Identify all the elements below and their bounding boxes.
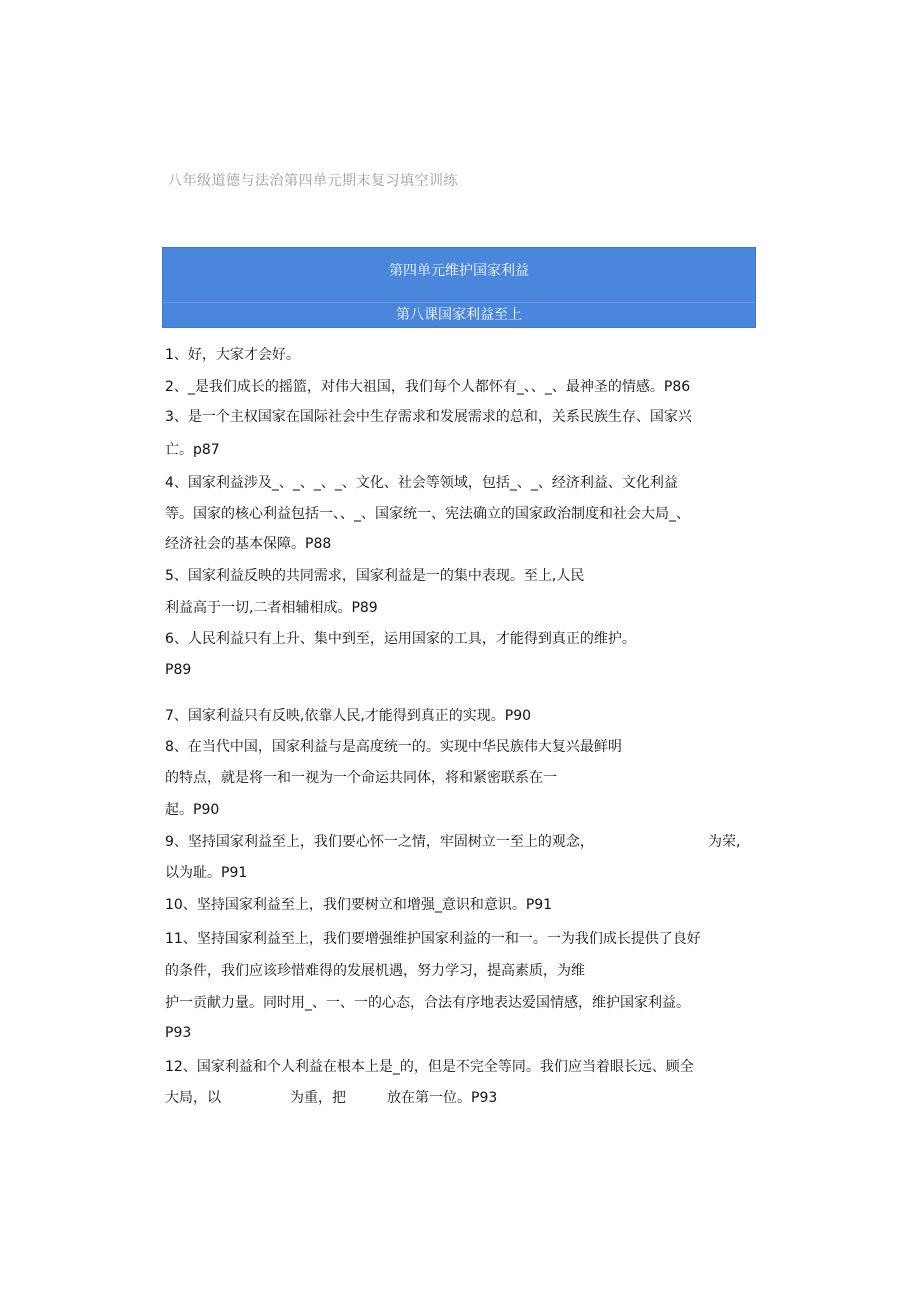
lesson-heading: 第八课国家利益至上 [396, 307, 522, 323]
text-line: 等。国家的核心利益包括一、、_、国家统一、宪法确立的国家政治制度和社会大局_、 [165, 506, 690, 522]
text-line: 7、国家利益只有反映,依靠人民,才能得到真正的实现。P90 [165, 708, 532, 724]
text-line: 以为耻。P91 [165, 865, 248, 881]
document-title: 八年级道德与法治第四单元期末复习填空训练 [168, 173, 458, 189]
text-line: 10、坚持国家利益至上，我们要树立和增强_意识和意识。P91 [165, 897, 553, 913]
unit-heading: 第四单元维护国家利益 [389, 263, 529, 279]
text-line: 放在第一位。P93 [387, 1090, 498, 1106]
text-line: 起。P90 [165, 802, 220, 818]
text-line: 大局，以 [165, 1090, 221, 1106]
text-line: 为荣, [708, 834, 741, 850]
text-line: 4、国家利益涉及_、_、_、_、文化、社会等领域，包括_、_、经济利益、文化利益 [165, 475, 678, 491]
text-line: 经济社会的基本保障。P88 [165, 536, 332, 552]
banner-divider [163, 302, 755, 303]
text-line: 9、坚持国家利益至上，我们要心怀一之情，牢固树立一至上的观念， [165, 834, 594, 850]
text-line: 2、_是我们成长的摇篮，对伟大祖国，我们每个人都怀有_、、_、最神圣的情感。P86 [165, 379, 691, 395]
text-line: 12、国家利益和个人利益在根本上是_的，但是不完全等同。我们应当着眼长远、顾全 [165, 1059, 694, 1075]
text-line: 3、是一个主权国家在国际社会中生存需求和发展需求的总和，关系民族生存、国家兴 [165, 409, 692, 425]
text-line: 1、好，大家才会好。 [165, 347, 300, 363]
text-line: P93 [165, 1025, 192, 1041]
text-line: 的特点，就是将一和一视为一个命运共同体，将和紧密联系在一 [165, 770, 557, 786]
text-line: 6、人民利益只有上升、集中到至，运用国家的工具，才能得到真正的维护。 [165, 631, 636, 647]
section-banner [162, 247, 756, 328]
text-line: 亡。p87 [165, 442, 220, 458]
text-line: 5、国家利益反映的共同需求，国家利益是一的集中表现。至上,人民 [165, 568, 585, 584]
text-line: 为重，把 [290, 1090, 346, 1106]
text-line: P89 [165, 662, 192, 678]
text-line: 8、在当代中国，国家利益与是高度统一的。实现中华民族伟大复兴最鲜明 [165, 739, 622, 755]
text-line: 11、坚持国家利益至上，我们要增强维护国家利益的一和一。一为我们成长提供了良好 [165, 931, 701, 947]
text-line: 护一贡献力量。同时用_、一、一的心态，合法有序地表达爱国情感，维护国家利益。 [165, 995, 690, 1011]
text-line: 利益高于一切,二者相辅相成。P89 [165, 600, 378, 616]
text-line: 的条件，我们应该珍惜难得的发展机遇，努力学习，提高素质，为维 [165, 963, 585, 979]
